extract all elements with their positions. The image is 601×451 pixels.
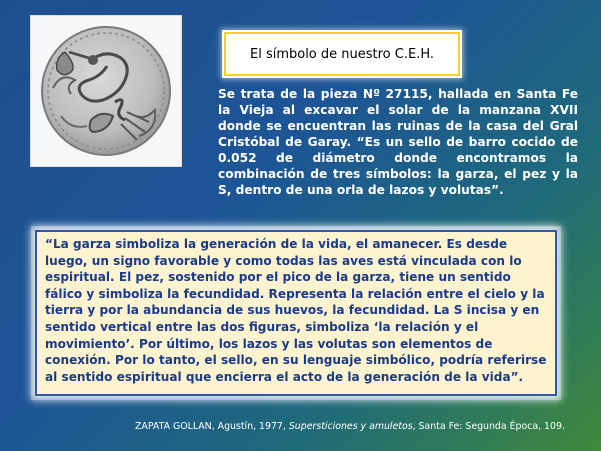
citation	[135, 421, 565, 432]
slide-title: El símbolo de nuestro C.E.H.	[249, 46, 435, 62]
seal-heron-fish-icon	[31, 16, 181, 166]
citation-work: Supersticiones y amuletos	[288, 421, 413, 432]
seal-image	[30, 15, 182, 167]
citation-rest: , Santa Fe: Segunda Época, 109.	[412, 421, 565, 432]
title-box	[224, 32, 460, 76]
quote-text: “La garza simboliza la generación de la vida, el amanecer. Es desde luego, un signo favorable y como todas las aves está vinculada con lo espiritual. El pez, sostenido por el pico de la garza, tiene un sentido fálico y simboliza la fecundidad. Representa la relación entre el cielo y la tierra y por la abundancia de sus huevos, la fecundidad. La S incisa y en sentido vertical entre las dos figuras, simboliza ‘la relación y el movimiento’. Por último, los lazos y las volutas son elementos de conexión. Por lo tanto, el sello, en su lenguaje simbólico, podría referirse al sentido espiritual que encierra el acto de la generación de la vida”.	[45, 237, 547, 384]
citation-author: ZAPATA GOLLAN, Agustín, 1977,	[135, 421, 286, 432]
quote-box	[35, 230, 557, 396]
description-text: Se trata de la pieza Nº 27115, hallada en Santa Fe la Vieja al excavar el solar de la manzana XVII donde se encuentran las ruinas de la casa del Gral Cristóbal de Garay. “Es un sello de barro cocido de 0.052 de diámetro donde encontramos la combinación de tres símbolos: la garza, el pez y la S, dentro de una orla de lazos y volutas”.	[218, 87, 578, 197]
